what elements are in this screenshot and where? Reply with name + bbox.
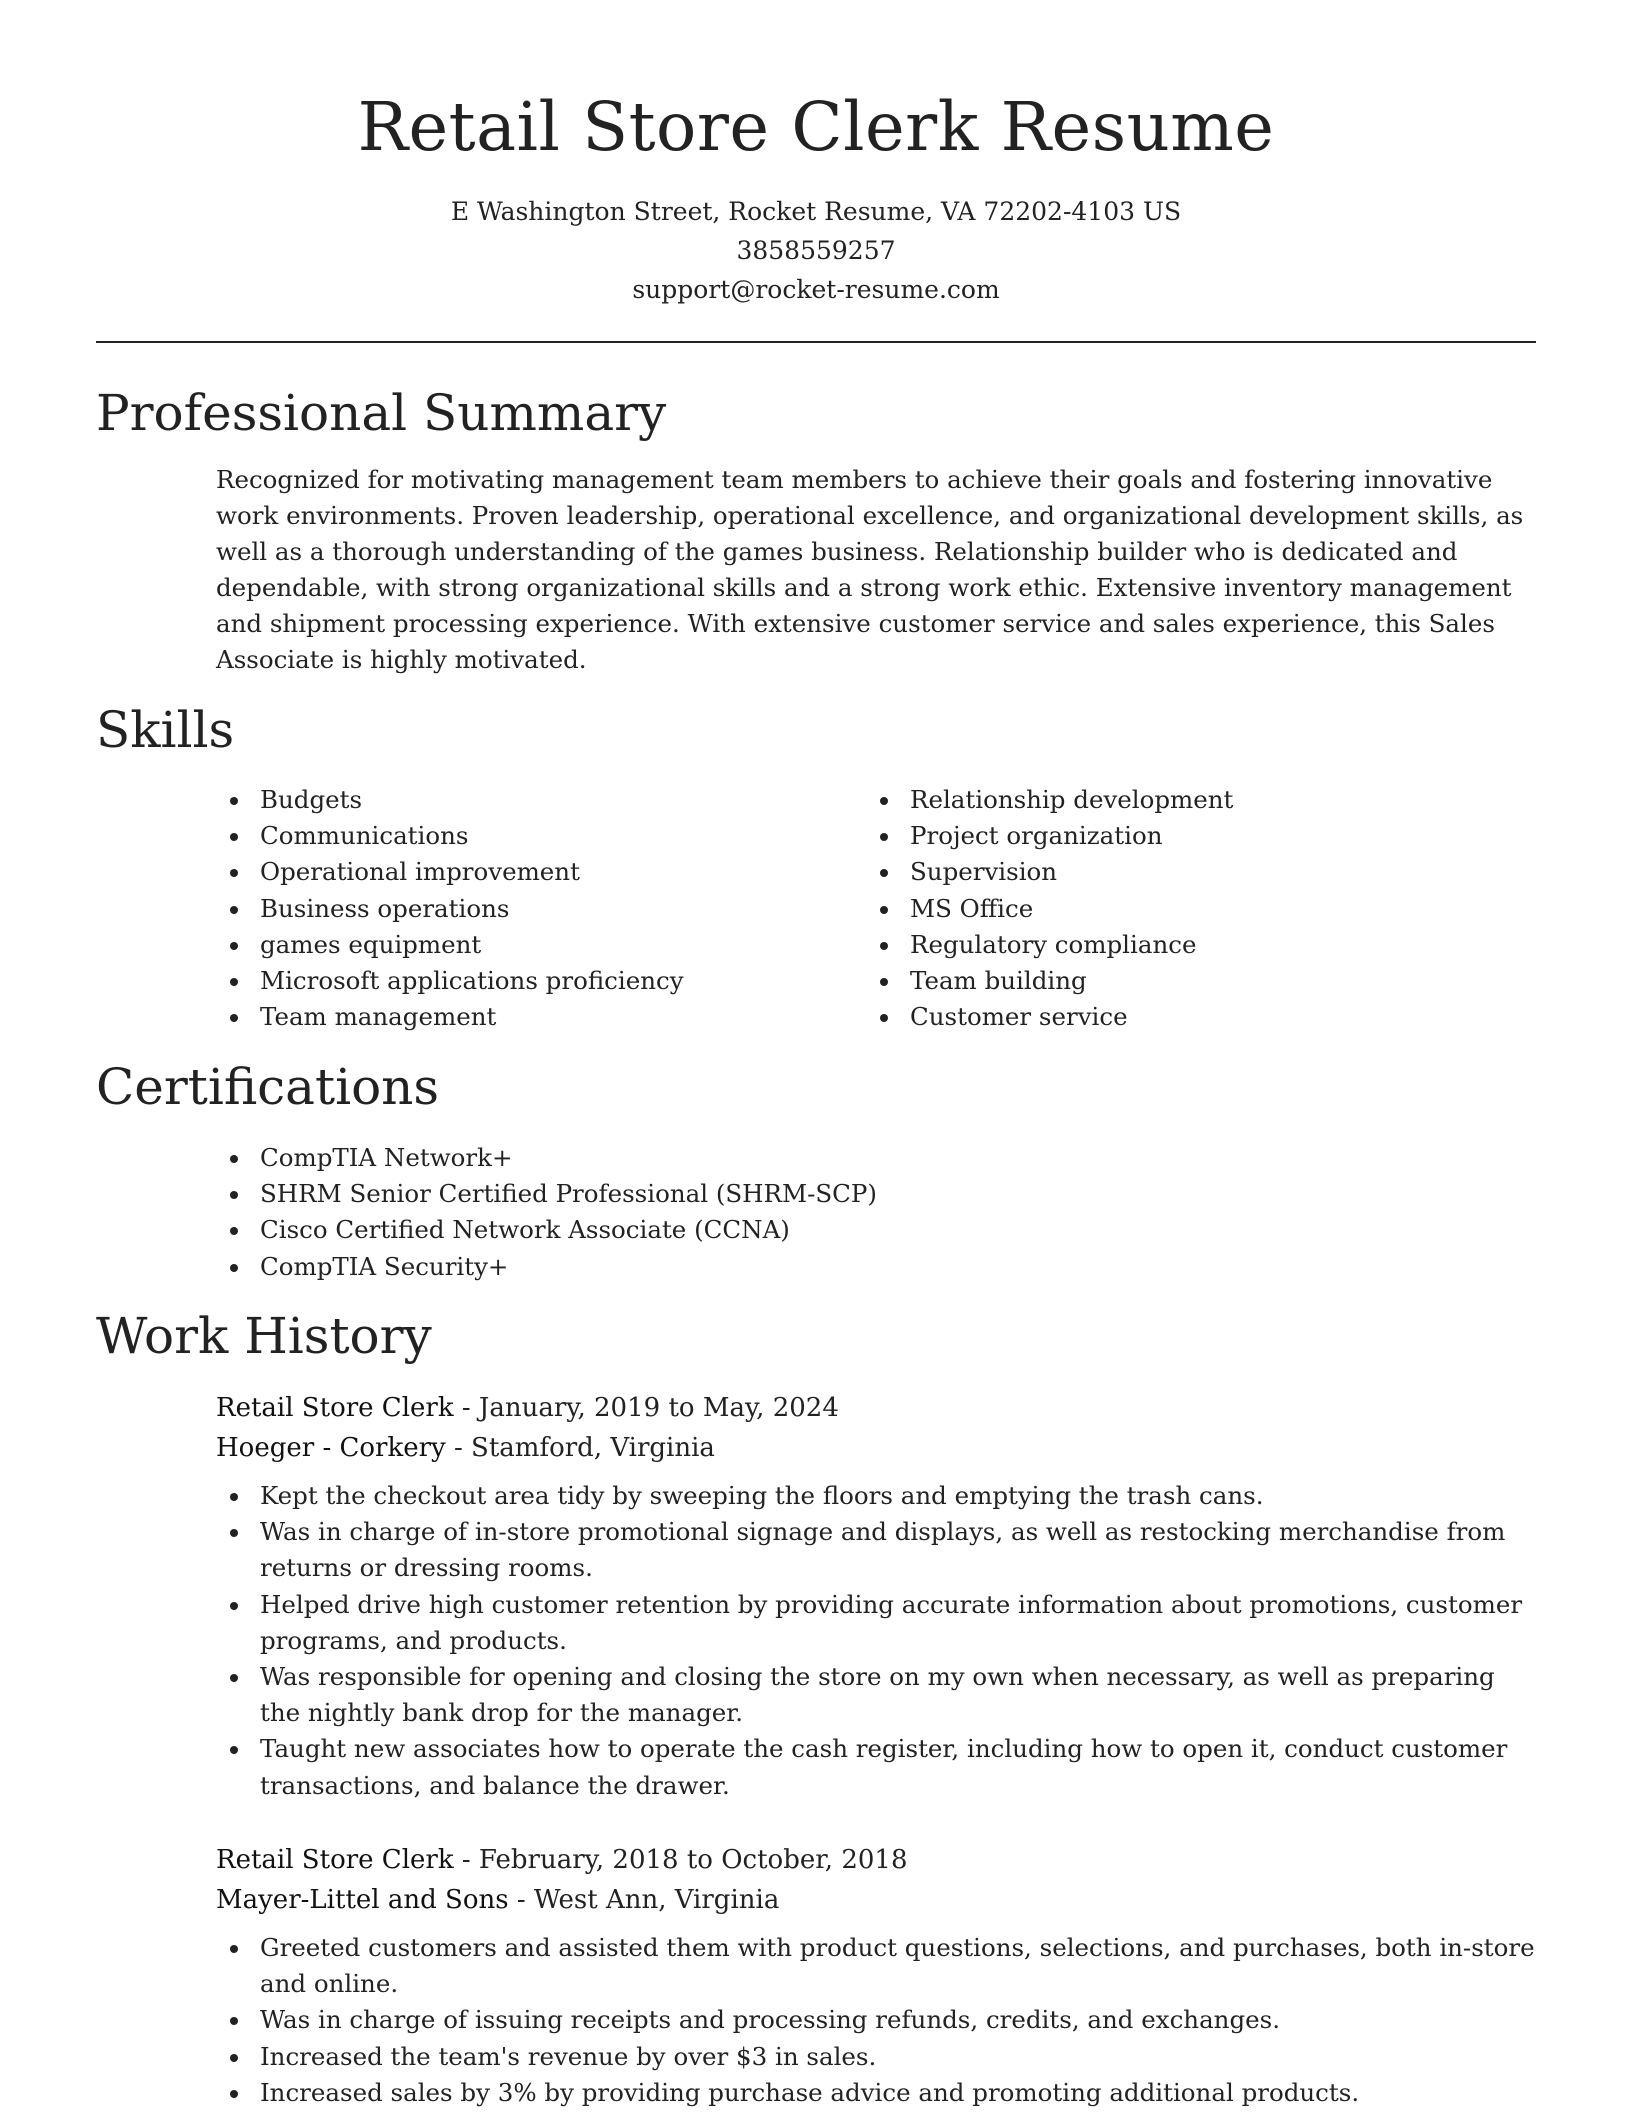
list-item: Taught new associates how to operate the cash register, including how to open it, conduct customer transactions, and balance the drawer.	[216, 1731, 1536, 1803]
contact-block	[96, 192, 1536, 309]
skills-list-right	[866, 782, 1526, 1035]
job-company-line	[216, 1428, 1536, 1468]
list-item: Increased sales by 3% by providing purchase advice and promoting additional products.	[216, 2075, 1536, 2111]
header-divider	[96, 341, 1536, 343]
job-entry	[216, 1388, 1536, 1804]
job-company-line	[216, 1880, 1536, 1920]
list-item: Project organization	[866, 818, 1526, 854]
list-item: CompTIA Security+	[216, 1249, 877, 1285]
job-dates: - January, 2019 to May, 2024	[453, 1393, 839, 1423]
job-location: - Stamford, Virginia	[445, 1433, 715, 1463]
summary-text: Recognized for motivating management team members to achieve their goals and fostering innovative work environments. Proven leadership, operational excellence, and organizational development skills, as well as a thorough understanding of the games business. Relationship builder who is dedicated and dependable, with strong organizational skills and a strong work ethic. Extensive inventory management and shipment processing experience. With extensive customer service and sales experience, this Sales Associate is highly motivated.	[216, 465, 1524, 674]
list-item: Regulatory compliance	[866, 927, 1526, 963]
job-company: Mayer-Littel and Sons	[216, 1885, 509, 1915]
resume-header	[96, 84, 1536, 309]
list-item: Supervision	[866, 854, 1526, 890]
resume-title: Retail Store Clerk Resume	[357, 88, 1275, 166]
list-item: Relationship development	[866, 782, 1526, 818]
list-item: Team building	[866, 963, 1526, 999]
list-item: Business operations	[216, 891, 836, 927]
contact-phone: 3858559257	[736, 236, 896, 265]
list-item: Greeted customers and assisted them with product questions, selections, and purchases, both in-store and online.	[216, 1930, 1536, 2002]
list-item: Increased the team's revenue by over $3 in sales.	[216, 2039, 1536, 2075]
list-item: Microsoft applications proficiency	[216, 963, 836, 999]
list-item: Communications	[216, 818, 836, 854]
contact-address: E Washington Street, Rocket Resume, VA 72202-4103 US	[450, 197, 1182, 226]
job-dates: - February, 2018 to October, 2018	[453, 1845, 908, 1875]
list-item: Operational improvement	[216, 854, 836, 890]
list-item: Budgets	[216, 782, 836, 818]
list-item: games equipment	[216, 927, 836, 963]
summary-heading: Professional Summary	[96, 384, 667, 442]
certifications-list	[216, 1140, 877, 1285]
list-item: MS Office	[866, 891, 1526, 927]
job-title-line	[216, 1840, 1536, 1880]
list-item: SHRM Senior Certified Professional (SHRM-SCP)	[216, 1176, 877, 1212]
list-item: CompTIA Network+	[216, 1140, 877, 1176]
job-duties-list	[216, 1478, 1536, 1804]
job-duties-list	[216, 1930, 1536, 2111]
job-location: - West Ann, Virginia	[508, 1885, 780, 1915]
contact-email: support@rocket-resume.com	[632, 275, 1000, 304]
skills-heading: Skills	[96, 701, 235, 759]
job-entry	[216, 1840, 1536, 2111]
job-title-line	[216, 1388, 1536, 1428]
list-item: Was responsible for opening and closing the store on my own when necessary, as well as preparing the nightly bank drop for the manager.	[216, 1659, 1536, 1731]
list-item: Was in charge of in-store promotional signage and displays, as well as restocking merchandise from returns or dressing rooms.	[216, 1514, 1536, 1586]
job-company: Hoeger - Corkery	[216, 1433, 446, 1463]
work-history-heading: Work History	[96, 1307, 432, 1365]
skills-list-left	[216, 782, 836, 1035]
job-title: Retail Store Clerk	[216, 1845, 454, 1875]
list-item: Helped drive high customer retention by providing accurate information about promotions, customer programs, and products.	[216, 1587, 1536, 1659]
job-title: Retail Store Clerk	[216, 1393, 454, 1423]
list-item: Was in charge of issuing receipts and processing refunds, credits, and exchanges.	[216, 2002, 1536, 2038]
list-item: Team management	[216, 999, 836, 1035]
list-item: Customer service	[866, 999, 1526, 1035]
list-item: Kept the checkout area tidy by sweeping the floors and emptying the trash cans.	[216, 1478, 1536, 1514]
list-item: Cisco Certified Network Associate (CCNA)	[216, 1212, 877, 1248]
certifications-heading: Certifications	[96, 1058, 440, 1116]
